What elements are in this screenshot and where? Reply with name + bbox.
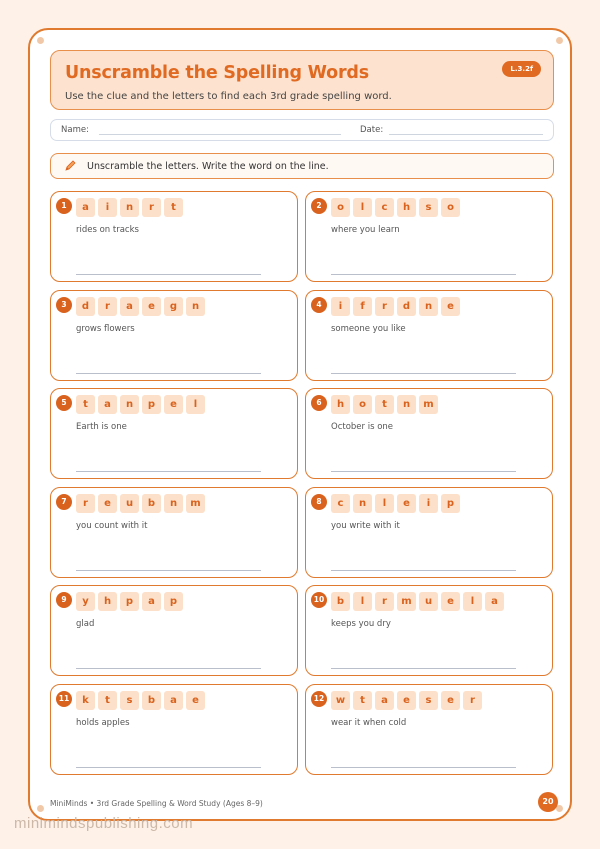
letter-tile: a: [142, 592, 161, 611]
exercise-card: [305, 290, 553, 381]
item-number-badge: 8: [311, 494, 327, 510]
letter-tile: e: [441, 592, 460, 611]
name-label: Name:: [61, 125, 89, 135]
letter-tile: l: [463, 592, 482, 611]
letter-tile: n: [186, 297, 205, 316]
letter-tile: e: [441, 297, 460, 316]
letter-tile: b: [142, 691, 161, 710]
letter-tile: r: [98, 297, 117, 316]
pencil-icon: [63, 159, 77, 173]
letter-tile: i: [419, 494, 438, 513]
scrambled-letters: [76, 395, 205, 414]
letter-tile: a: [76, 198, 95, 217]
letter-tile: s: [419, 198, 438, 217]
standard-badge: L.3.2f: [502, 61, 541, 77]
letter-tile: d: [397, 297, 416, 316]
letter-tile: p: [164, 592, 183, 611]
name-date-bar: [50, 119, 554, 141]
clue-text: you count with it: [76, 521, 148, 531]
letter-tile: p: [120, 592, 139, 611]
item-number-badge: 11: [56, 691, 72, 707]
letter-tile: o: [331, 198, 350, 217]
clue-text: Earth is one: [76, 422, 127, 432]
corner-dot-top-right: [556, 37, 563, 44]
answer-line[interactable]: [76, 471, 261, 472]
letter-tile: u: [419, 592, 438, 611]
letter-tile: p: [441, 494, 460, 513]
page-subtitle: Use the clue and the letters to find each 3rd grade spelling word.: [65, 91, 392, 102]
worksheet-header: [50, 50, 554, 110]
corner-dot-top-left: [37, 37, 44, 44]
letter-tile: r: [375, 297, 394, 316]
item-number-badge: 1: [56, 198, 72, 214]
letter-tile: c: [375, 198, 394, 217]
letter-tile: o: [441, 198, 460, 217]
letter-tile: p: [142, 395, 161, 414]
answer-line[interactable]: [76, 373, 261, 374]
scrambled-letters: [331, 395, 438, 414]
letter-tile: n: [164, 494, 183, 513]
letter-tile: f: [353, 297, 372, 316]
letter-tile: r: [375, 592, 394, 611]
item-number-badge: 9: [56, 592, 72, 608]
scrambled-letters: [76, 198, 183, 217]
letter-tile: c: [331, 494, 350, 513]
watermark: minimindspublishing.com: [14, 815, 194, 832]
letter-tile: a: [120, 297, 139, 316]
letter-tile: l: [353, 198, 372, 217]
exercise-card: [305, 487, 553, 578]
letter-tile: e: [186, 691, 205, 710]
scrambled-letters: [331, 592, 504, 611]
instructions-text: Unscramble the letters. Write the word on the line.: [87, 161, 329, 172]
letter-tile: a: [98, 395, 117, 414]
clue-text: grows flowers: [76, 324, 135, 334]
item-number-badge: 6: [311, 395, 327, 411]
exercise-card: [50, 487, 298, 578]
item-number-badge: 4: [311, 297, 327, 313]
letter-tile: d: [76, 297, 95, 316]
letter-tile: h: [397, 198, 416, 217]
footer-text: MiniMinds • 3rd Grade Spelling & Word Study (Ages 8–9): [50, 799, 263, 808]
item-number-badge: 12: [311, 691, 327, 707]
item-number-badge: 3: [56, 297, 72, 313]
answer-line[interactable]: [76, 274, 261, 275]
answer-line[interactable]: [76, 767, 261, 768]
letter-tile: e: [164, 395, 183, 414]
answer-line[interactable]: [331, 767, 516, 768]
letter-tile: l: [353, 592, 372, 611]
exercise-card: [50, 290, 298, 381]
clue-text: glad: [76, 619, 95, 629]
letter-tile: m: [419, 395, 438, 414]
letter-tile: o: [353, 395, 372, 414]
letter-tile: r: [142, 198, 161, 217]
letter-tile: y: [76, 592, 95, 611]
letter-tile: t: [98, 691, 117, 710]
letter-tile: t: [164, 198, 183, 217]
exercise-card: [305, 191, 553, 282]
letter-tile: g: [164, 297, 183, 316]
letter-tile: a: [164, 691, 183, 710]
instructions-box: [50, 153, 554, 179]
clue-text: rides on tracks: [76, 225, 139, 235]
letter-tile: e: [397, 494, 416, 513]
letter-tile: w: [331, 691, 350, 710]
letter-tile: e: [98, 494, 117, 513]
scrambled-letters: [331, 297, 460, 316]
scrambled-letters: [331, 494, 460, 513]
answer-line[interactable]: [331, 570, 516, 571]
scrambled-letters: [76, 592, 183, 611]
letter-tile: s: [120, 691, 139, 710]
exercise-card: [305, 684, 553, 775]
letter-tile: r: [463, 691, 482, 710]
letter-tile: b: [142, 494, 161, 513]
corner-dot-bottom-left: [37, 805, 44, 812]
letter-tile: n: [419, 297, 438, 316]
worksheet-page: [28, 28, 572, 821]
scrambled-letters: [76, 691, 205, 710]
answer-line[interactable]: [331, 471, 516, 472]
clue-text: you write with it: [331, 521, 400, 531]
page-number: 20: [538, 792, 558, 812]
letter-tile: n: [120, 198, 139, 217]
item-number-badge: 7: [56, 494, 72, 510]
letter-tile: a: [485, 592, 504, 611]
letter-tile: b: [331, 592, 350, 611]
letter-tile: h: [98, 592, 117, 611]
exercise-card: [305, 585, 553, 676]
letter-tile: e: [142, 297, 161, 316]
letter-tile: m: [397, 592, 416, 611]
clue-text: wear it when cold: [331, 718, 407, 728]
clue-text: where you learn: [331, 225, 400, 235]
item-number-badge: 10: [311, 592, 327, 608]
name-line[interactable]: [99, 134, 341, 135]
answer-line[interactable]: [331, 274, 516, 275]
exercise-card: [50, 388, 298, 479]
letter-tile: l: [186, 395, 205, 414]
page-title: Unscramble the Spelling Words: [65, 63, 369, 83]
answer-line[interactable]: [76, 668, 261, 669]
scrambled-letters: [76, 494, 205, 513]
scrambled-letters: [76, 297, 205, 316]
letter-tile: i: [331, 297, 350, 316]
scrambled-letters: [331, 198, 460, 217]
answer-line[interactable]: [76, 570, 261, 571]
letter-tile: t: [353, 691, 372, 710]
date-label: Date:: [360, 125, 384, 135]
date-line[interactable]: [389, 134, 543, 135]
exercise-card: [305, 388, 553, 479]
item-number-badge: 2: [311, 198, 327, 214]
letter-tile: e: [441, 691, 460, 710]
letter-tile: n: [397, 395, 416, 414]
clue-text: someone you like: [331, 324, 406, 334]
answer-line[interactable]: [331, 373, 516, 374]
answer-line[interactable]: [331, 668, 516, 669]
letter-tile: h: [331, 395, 350, 414]
exercise-card: [50, 585, 298, 676]
letter-tile: t: [76, 395, 95, 414]
letter-tile: e: [397, 691, 416, 710]
letter-tile: k: [76, 691, 95, 710]
clue-text: keeps you dry: [331, 619, 391, 629]
letter-tile: n: [353, 494, 372, 513]
letter-tile: i: [98, 198, 117, 217]
letter-tile: u: [120, 494, 139, 513]
letter-tile: t: [375, 395, 394, 414]
exercise-card: [50, 684, 298, 775]
exercise-card: [50, 191, 298, 282]
letter-tile: a: [375, 691, 394, 710]
scrambled-letters: [331, 691, 482, 710]
clue-text: October is one: [331, 422, 394, 432]
letter-tile: n: [120, 395, 139, 414]
clue-text: holds apples: [76, 718, 130, 728]
letter-tile: r: [76, 494, 95, 513]
letter-tile: l: [375, 494, 394, 513]
item-number-badge: 5: [56, 395, 72, 411]
letter-tile: m: [186, 494, 205, 513]
letter-tile: s: [419, 691, 438, 710]
